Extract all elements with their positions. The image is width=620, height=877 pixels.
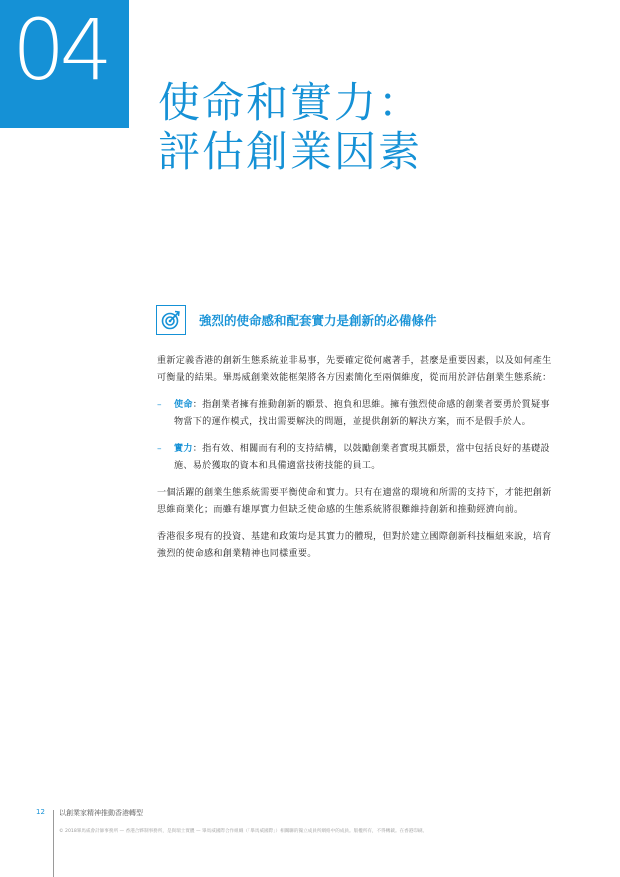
balance-paragraph: 一個活躍的創業生態系統需要平衡使命和實力。只有在適當的環境和所需的支持下，才能把創新思維商業化；而雖有雄厚實力但缺乏使命感的生態系統將很難維持創新和推動經濟向前。 xyxy=(157,488,552,515)
chapter-number-box xyxy=(0,0,129,128)
body-text xyxy=(157,353,559,573)
title-line-1: 使命和實力： xyxy=(158,78,423,127)
chapter-number: 04 xyxy=(12,1,107,99)
bullet-keyword: 使命 xyxy=(174,400,193,410)
bullet-dash: – xyxy=(157,400,162,410)
bullet-text: ：指有效、相關而有利的支持結構，以鼓勵創業者實現其願景，當中包括良好的基礎設施、易於獲取的資本和具備適當技術技能的員工。 xyxy=(174,444,550,471)
bullet-text: ：指創業者擁有推動創新的願景、抱負和思維。擁有強烈使命感的創業者要勇於質疑事物當下的運作模式，找出需要解決的問題，並提供創新的解決方案，而不是假手於人。 xyxy=(174,400,550,427)
page-number: 12 xyxy=(36,808,45,816)
bullet-mission xyxy=(157,397,559,431)
hong-kong-paragraph: 香港很多現有的投資、基建和政策均是其實力的體現，但對於建立國際創新科技樞紐來說，培育強烈的使命感和創業精神也同樣重要。 xyxy=(157,532,552,559)
page-title xyxy=(158,78,422,176)
intro-paragraph: 重新定義香港的創新生態系統並非易事，先要確定從何處著手，甚麼是重要因素，以及如何產生可衡量的結果。畢馬威創業效能框架將各方因素簡化至兩個維度，從而用於評估創業生態系統： xyxy=(157,356,552,383)
bullet-dash: – xyxy=(157,444,162,454)
footer-divider xyxy=(53,810,54,877)
footer-report-title: 以創業家精神推動香港轉型 xyxy=(59,809,143,817)
target-icon xyxy=(156,305,186,335)
bullet-keyword: 實力 xyxy=(174,444,193,454)
footer-legal-text: © 2018畢馬威會計師事務所 — 香港合夥制事務所，是與瑞士實體 — 畢馬威國際合作組織（「畢馬威國際」）相關聯的獨立成員所網絡中的成員。版權所有，不得轉載。在香港印刷。 xyxy=(59,829,428,834)
section-heading: 強烈的使命感和配套實力是創新的必備條件 xyxy=(199,313,437,328)
bullet-capability xyxy=(157,441,559,475)
title-line-2: 評估創業因素 xyxy=(158,127,423,176)
